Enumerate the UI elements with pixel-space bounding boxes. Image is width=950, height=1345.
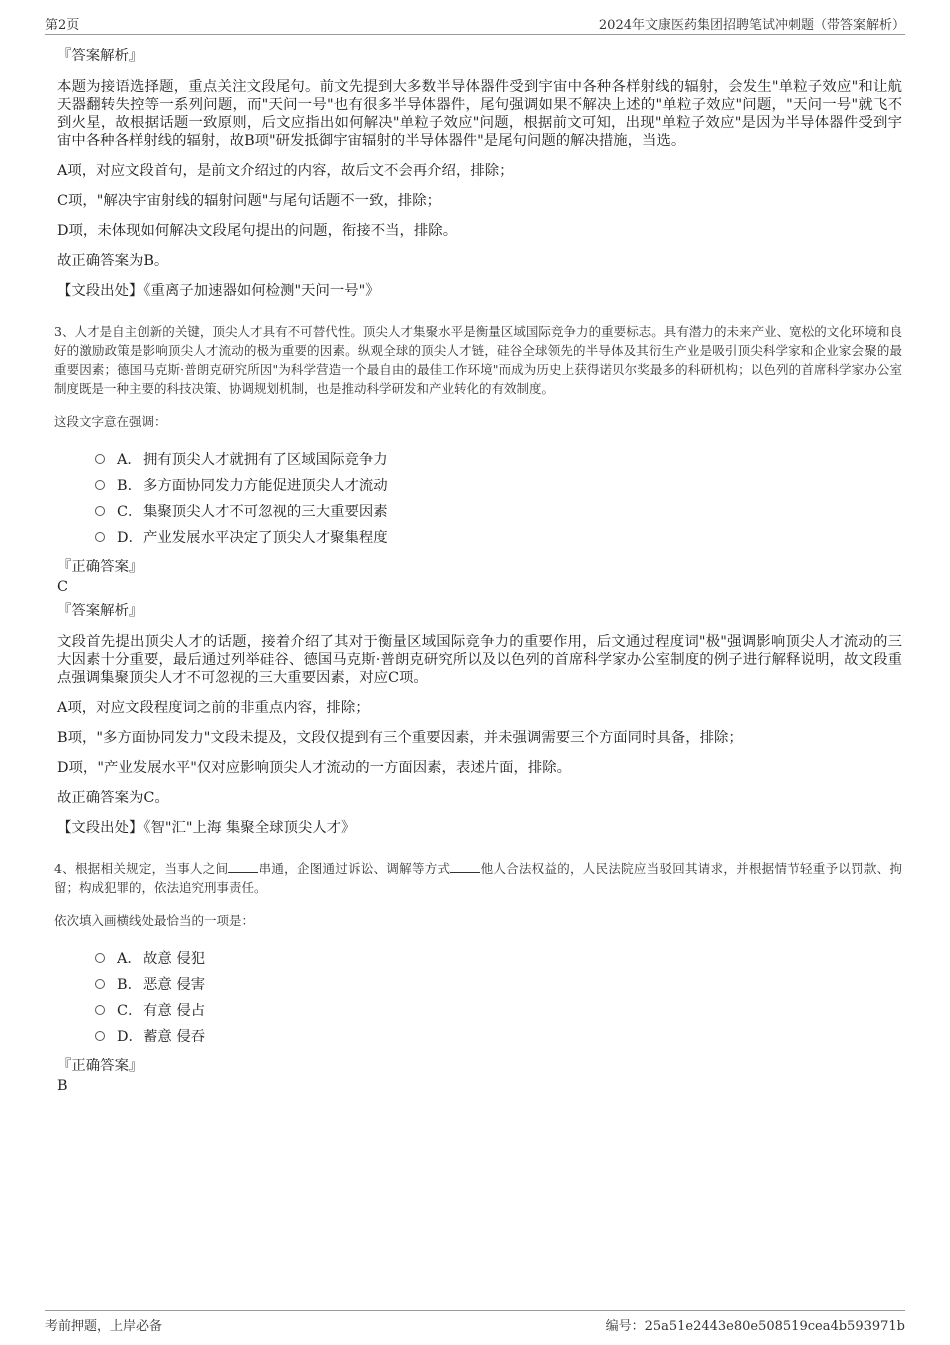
q3-option-c[interactable]: C．集聚顶尖人才不可忽视的三大重要因素 [95, 499, 902, 525]
q4-option-b[interactable]: B．恶意 侵害 [95, 972, 902, 998]
radio-icon[interactable] [95, 532, 105, 542]
q2-source: 【文段出处】《重离子加速器如何检测"天问一号"》 [57, 283, 380, 299]
q3-analysis-text: 文段首先提出顶尖人才的话题，接着介绍了其对于衡量区域国际竞争力的重要作用，后文通过程度词"极"强调影响顶尖人才流动的三大因素十分重要，最后通过列举硅谷、德国马克斯·普朗克研究所以及以色列的首席科学家办公室制度的例子进行解释说明，故文段重点强调集聚顶尖人才不可忽视的三大重要因素，对应C项。 [57, 634, 902, 686]
q4-prompt: 依次填入画横线处最恰当的一项是： [54, 913, 255, 928]
q3-question: 3、人才是自主创新的关键，顶尖人才具有不可替代性。顶尖人才集聚水平是衡量区域国际竞争力的重要标志。具有潜力的未来产业、宽松的文化环境和良好的激励政策是影响顶尖人才流动的极为重要的因素。纵观全球的顶尖人才链，硅谷全球领先的半导体及其衍生产业是吸引顶尖科学家和企业家会聚的最重要因素；德国马克斯·普朗克研究所因"为科学营造一个最自由的最佳工作环境"而成为历史上获得诺贝尔奖最多的科研机构；以色列的首席科学家办公室制度既是一种主要的科技决策、协调规划机制，也是推动科学研发和产业转化的有效制度。 [54, 324, 902, 396]
q2-conclusion: 故正确答案为B。 [57, 253, 169, 269]
radio-icon[interactable] [95, 480, 105, 490]
q3-option-a[interactable]: A．拥有顶尖人才就拥有了区域国际竞争力 [95, 447, 902, 473]
q3-prompt: 这段文字意在强调： [54, 414, 167, 429]
q4-options [95, 946, 902, 1050]
q3-note-b: B项，"多方面协同发力"文段未提及，文段仅提到有三个重要因素，并未强调需要三个方面同时具备，排除； [57, 730, 743, 746]
radio-icon[interactable] [95, 953, 105, 963]
q2-note-c: C项，"解决宇宙射线的辐射问题"与尾句话题不一致，排除； [57, 193, 442, 209]
q2-analysis-label: 『答案解析』 [57, 48, 144, 64]
q3-conclusion: 故正确答案为C。 [57, 790, 169, 806]
q3-option-b[interactable]: B．多方面协同发力方能促进顶尖人才流动 [95, 473, 902, 499]
page-number: 第2页 [45, 18, 80, 33]
q3-analysis-label: 『答案解析』 [57, 603, 144, 619]
footer-serial: 编号：25a51e2443e80e508519cea4b593971b [605, 1319, 905, 1334]
page-footer [45, 1310, 905, 1335]
q3-source: 【文段出处】《智"汇"上海 集聚全球顶尖人才》 [57, 820, 356, 836]
q4-option-c[interactable]: C．有意 侵占 [95, 998, 902, 1024]
q3-answer: C [57, 579, 69, 595]
q4-answer-label: 『正确答案』 [57, 1058, 144, 1074]
document-title: 2024年文康医药集团招聘笔试冲刺题（带答案解析） [598, 18, 905, 33]
q4-option-a[interactable]: A．故意 侵犯 [95, 946, 902, 972]
blank-line [228, 860, 258, 873]
q4-question: 4、根据相关规定，当事人之间 串通，企图通过诉讼、调解等方式 他人合法权益的，人民法院应当驳回其请求，并根据情节轻重予以罚款、拘留；构成犯罪的，依法追究刑事责任。 [54, 861, 902, 895]
q4-answer: B [57, 1078, 68, 1094]
footer-slogan: 考前押题，上岸必备 [45, 1319, 163, 1334]
radio-icon[interactable] [95, 454, 105, 464]
page-content [54, 46, 902, 1100]
q3-option-d[interactable]: D．产业发展水平决定了顶尖人才聚集程度 [95, 525, 902, 551]
q2-note-d: D项，未体现如何解决文段尾句提出的问题，衔接不当，排除。 [57, 223, 458, 239]
radio-icon[interactable] [95, 1031, 105, 1041]
radio-icon[interactable] [95, 506, 105, 516]
radio-icon[interactable] [95, 979, 105, 989]
q2-note-a: A项，对应文段首句，是前文介绍过的内容，故后文不会再介绍，排除； [57, 163, 514, 179]
q3-note-d: D项，"产业发展水平"仅对应影响顶尖人才流动的一方面因素，表述片面，排除。 [57, 760, 572, 776]
q3-note-a: A项，对应文段程度词之前的非重点内容，排除； [57, 700, 370, 716]
radio-icon[interactable] [95, 1005, 105, 1015]
page-header [45, 14, 905, 35]
q3-options [95, 447, 902, 551]
q2-analysis-text: 本题为接语选择题，重点关注文段尾句。前文先提到大多数半导体器件受到宇宙中各种各样射线的辐射，会发生"单粒子效应"和让航天器翻转失控等一系列问题，而"天问一号"也有很多半导体器件，尾句强调如果不解决上述的"单粒子效应"问题，"天问一号"就飞不到火星，故根据话题一致原则，后文应指出如何解决"单粒子效应"问题，根据前文可知，出现"单粒子效应"是因为半导体器件受到宇宙中各种各样射线的辐射，故B项"研发抵御宇宙辐射的半导体器件"是尾句问题的解决措施，当选。 [57, 79, 902, 149]
blank-line [450, 860, 480, 873]
q3-answer-label: 『正确答案』 [57, 559, 144, 575]
q4-option-d[interactable]: D．蓄意 侵吞 [95, 1024, 902, 1050]
